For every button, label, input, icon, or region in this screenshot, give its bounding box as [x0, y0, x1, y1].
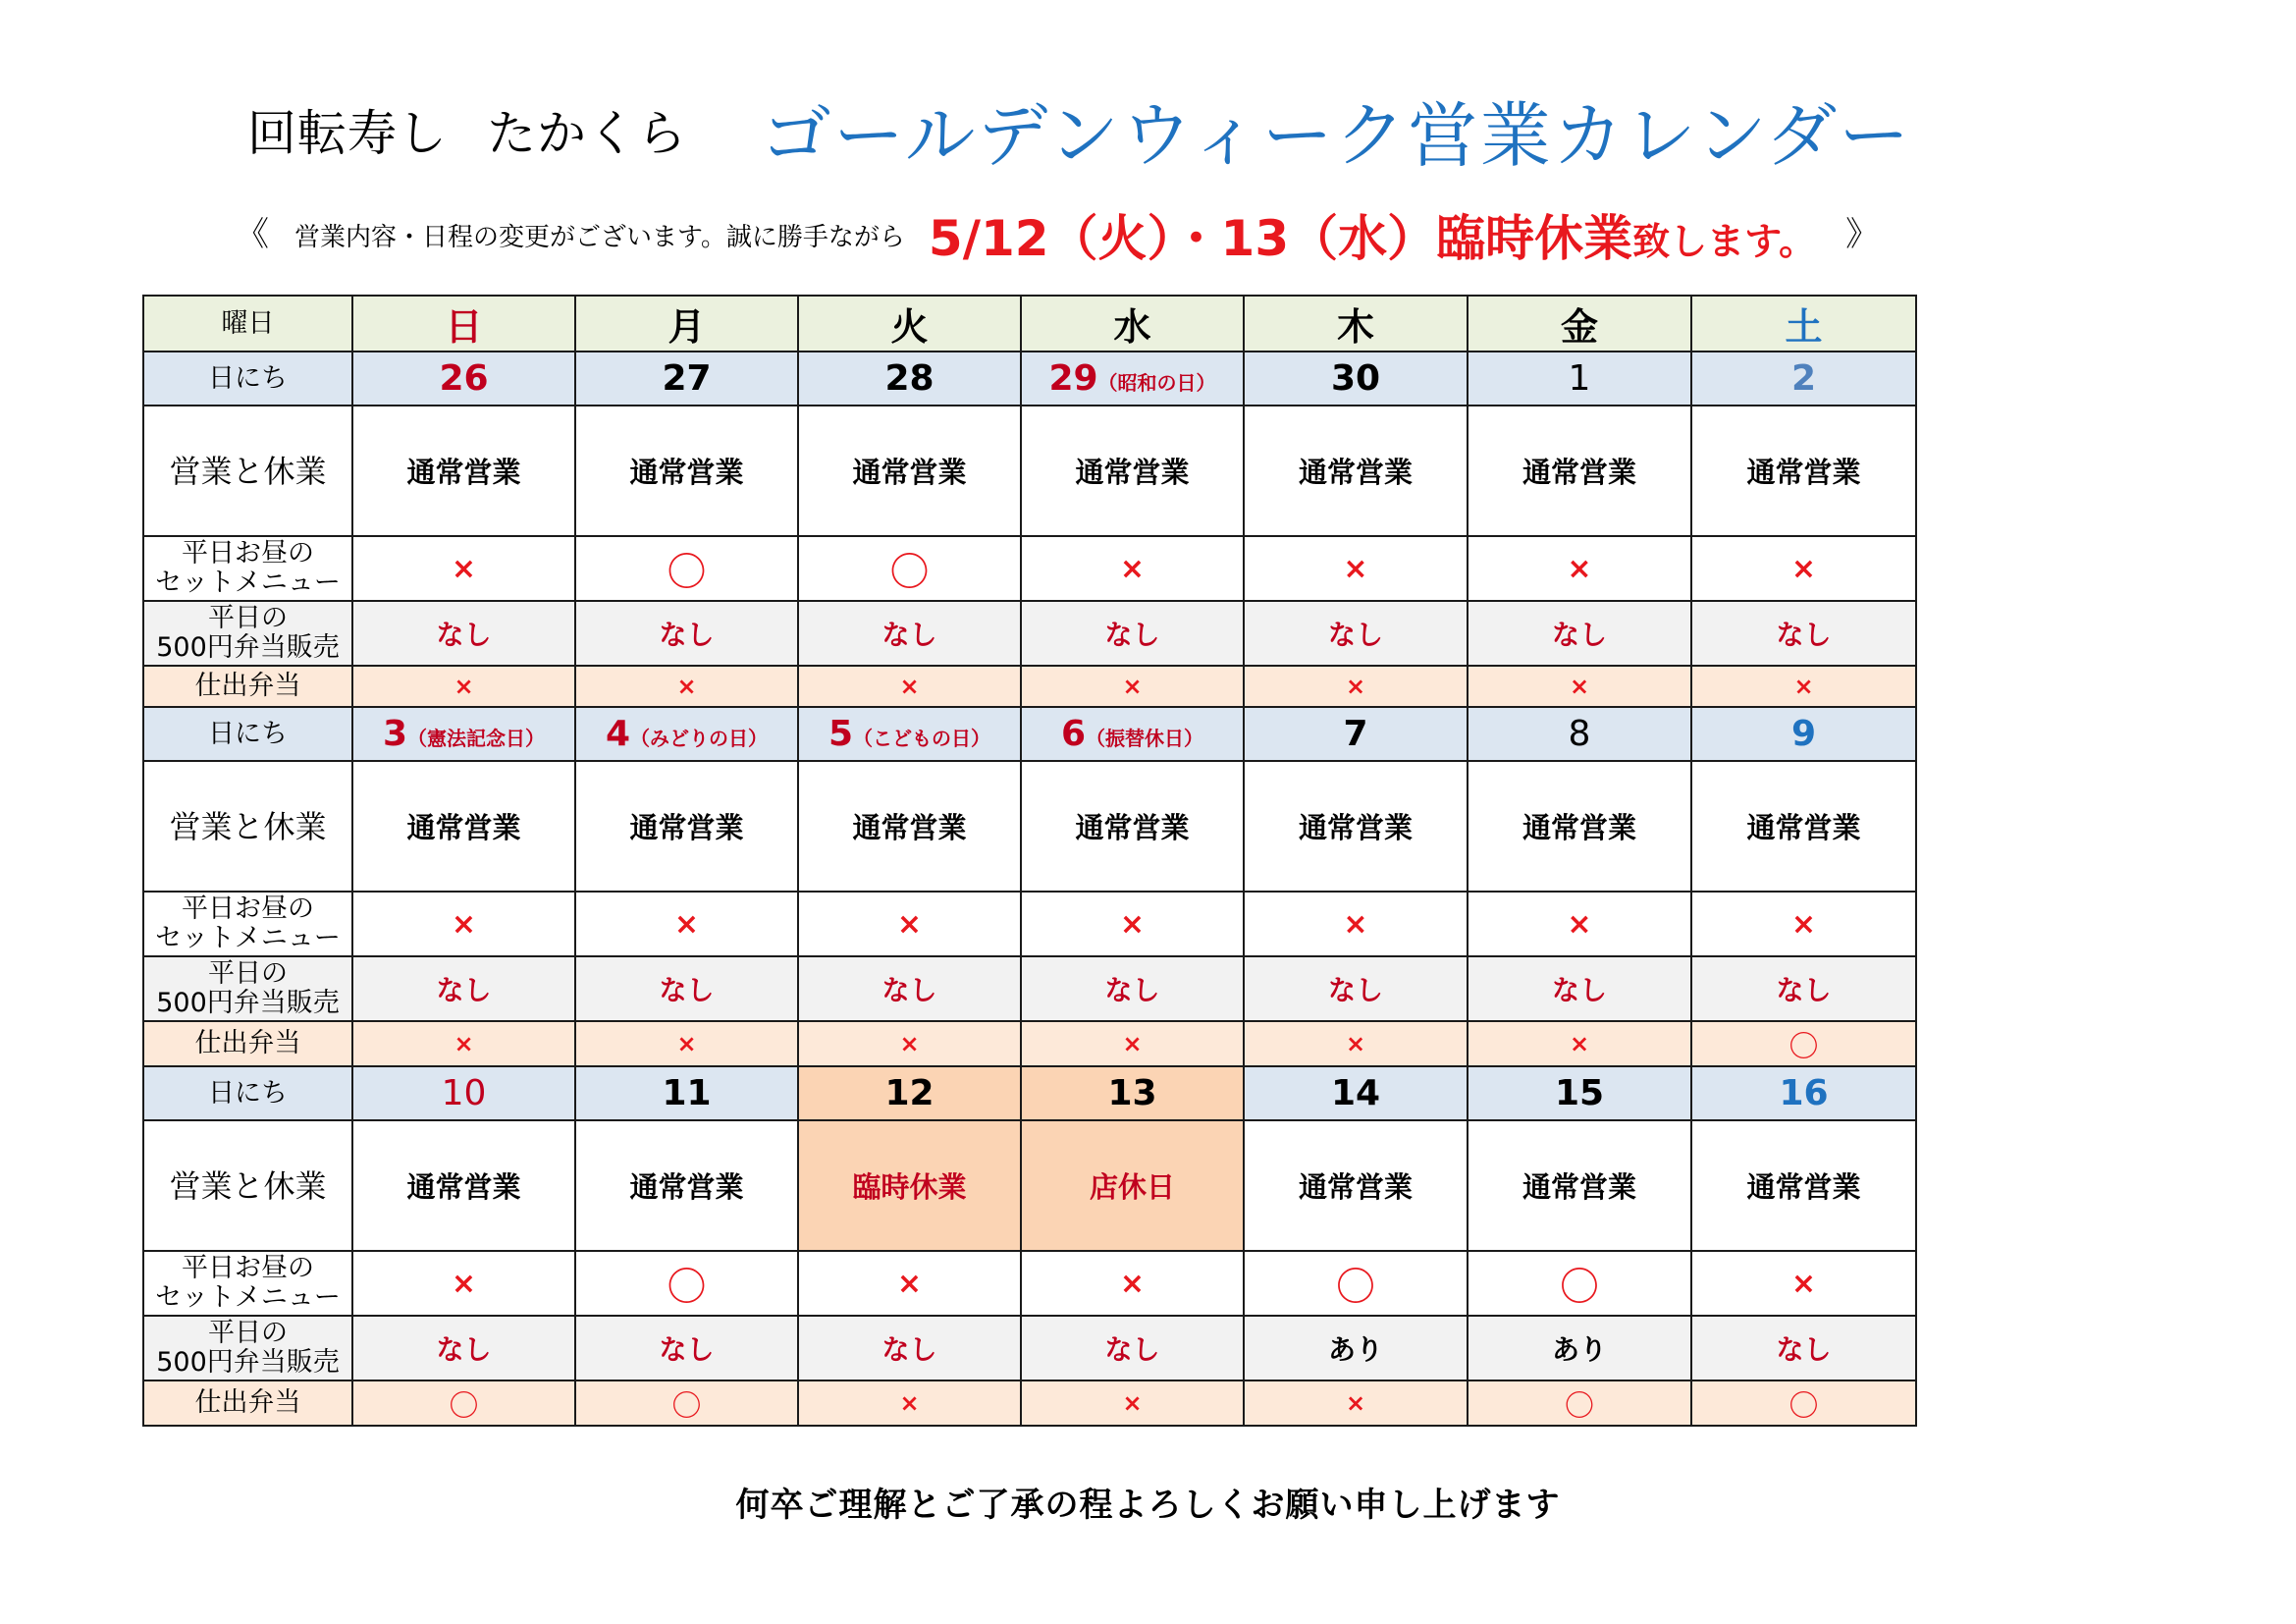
- availability-mark: ×: [451, 1266, 477, 1301]
- notice-close-bracket: 》: [1845, 215, 1880, 254]
- availability-mark: 〇: [449, 1389, 479, 1424]
- bento-status: なし: [575, 956, 798, 1021]
- footer-message: 何卒ご理解とご了承の程よろしくお願い申し上げます: [735, 1486, 1561, 1525]
- bento-sale-row: [143, 1316, 1916, 1380]
- date-label: 日にち: [143, 1066, 352, 1120]
- bento-status: なし: [1691, 1316, 1916, 1380]
- availability-mark: ×: [896, 906, 923, 942]
- lunch-label-line1: 平日お昼の: [182, 1253, 314, 1283]
- availability-mark: ×: [676, 1030, 697, 1057]
- date-cell: [1691, 1066, 1916, 1120]
- lunch-mark: [575, 536, 798, 601]
- weekday-label: 曜日: [143, 296, 352, 352]
- business-label: 営業と休業: [143, 406, 352, 536]
- catering-row: [143, 666, 1916, 707]
- catering-row: [143, 1380, 1916, 1426]
- availability-mark: 〇: [1565, 1389, 1594, 1424]
- availability-mark: 〇: [1789, 1389, 1819, 1424]
- availability-mark: 〇: [889, 549, 930, 595]
- catering-mark: [1021, 666, 1244, 707]
- lunch-mark: [1021, 1251, 1244, 1316]
- date-number: 30: [1330, 358, 1381, 399]
- bento-status: なし: [798, 956, 1021, 1021]
- catering-mark: [1468, 666, 1691, 707]
- business-status: 通常営業: [1244, 406, 1468, 536]
- date-cell: [798, 707, 1021, 761]
- availability-mark: ×: [1345, 1030, 1366, 1057]
- notice-banner: [236, 204, 1879, 269]
- lunch-mark: [798, 892, 1021, 956]
- bento-label-line2: 500円弁当販売: [156, 632, 340, 663]
- bento-status: なし: [575, 601, 798, 666]
- business-status: 通常営業: [798, 761, 1021, 892]
- store-name: [247, 94, 687, 165]
- business-status: 通常営業: [352, 1120, 575, 1251]
- availability-mark: ×: [451, 906, 477, 942]
- lunch-label: [143, 536, 352, 601]
- business-status: 通常営業: [1021, 406, 1244, 536]
- lunch-set-row: [143, 1251, 1916, 1316]
- date-number: 6: [1060, 714, 1087, 754]
- notice-suffix: 致します。: [1632, 220, 1817, 263]
- date-label: 日にち: [143, 707, 352, 761]
- weekday-mon: 月: [575, 296, 798, 352]
- date-cell: [1021, 352, 1244, 406]
- date-row: [143, 707, 1916, 761]
- catering-mark: [1691, 1021, 1916, 1066]
- lunch-label-line2: セットメニュー: [155, 1282, 341, 1313]
- availability-mark: 〇: [667, 1264, 707, 1310]
- bento-label-line2: 500円弁当販売: [156, 1347, 340, 1378]
- weekday-sun: 日: [352, 296, 575, 352]
- business-status: 通常営業: [1691, 761, 1916, 892]
- catering-mark: [798, 1380, 1021, 1426]
- catering-label: 仕出弁当: [143, 666, 352, 707]
- catering-mark: [352, 666, 575, 707]
- availability-mark: ×: [1793, 673, 1814, 700]
- availability-mark: ×: [899, 673, 920, 700]
- bento-label-line2: 500円弁当販売: [156, 988, 340, 1018]
- weekday-wed: 水: [1021, 296, 1244, 352]
- date-cell: [352, 352, 575, 406]
- lunch-label: [143, 892, 352, 956]
- lunch-mark: [1691, 536, 1916, 601]
- availability-mark: ×: [451, 551, 477, 586]
- bento-status: なし: [798, 601, 1021, 666]
- bento-status: なし: [798, 1316, 1021, 1380]
- availability-mark: ×: [1567, 551, 1592, 586]
- bento-label-line1: 平日の: [208, 958, 288, 989]
- bento-status: なし: [1468, 956, 1691, 1021]
- availability-mark: ×: [1119, 906, 1146, 942]
- date-cell: [575, 707, 798, 761]
- weekday-thu: 木: [1244, 296, 1468, 352]
- availability-mark: ×: [1790, 551, 1817, 586]
- date-number: 5: [828, 714, 854, 754]
- availability-mark: ×: [1343, 906, 1368, 942]
- business-status: 通常営業: [575, 406, 798, 536]
- availability-mark: ×: [1343, 551, 1368, 586]
- availability-mark: ×: [1122, 1030, 1143, 1057]
- date-number: 16: [1779, 1073, 1829, 1113]
- availability-mark: ×: [676, 673, 697, 700]
- catering-mark: [1244, 666, 1468, 707]
- date-cell: [1468, 707, 1691, 761]
- availability-mark: ×: [899, 1389, 920, 1417]
- catering-mark: [798, 666, 1021, 707]
- catering-row: [143, 1021, 1916, 1066]
- business-status: 臨時休業: [798, 1120, 1021, 1251]
- bento-status: なし: [1021, 956, 1244, 1021]
- catering-mark: [1691, 666, 1916, 707]
- lunch-mark: [575, 892, 798, 956]
- availability-mark: 〇: [1789, 1030, 1819, 1064]
- holiday-note: （こどもの日）: [853, 727, 991, 750]
- lunch-mark: [1468, 536, 1691, 601]
- business-label: 営業と休業: [143, 761, 352, 892]
- catering-mark: [798, 1021, 1021, 1066]
- business-status: 通常営業: [575, 761, 798, 892]
- business-status: 通常営業: [1691, 1120, 1916, 1251]
- catering-label: 仕出弁当: [143, 1021, 352, 1066]
- date-row: [143, 352, 1916, 406]
- date-cell: [575, 1066, 798, 1120]
- date-number: 14: [1330, 1073, 1381, 1113]
- date-row: [143, 1066, 1916, 1120]
- catering-mark: [1468, 1380, 1691, 1426]
- catering-mark: [1691, 1380, 1916, 1426]
- business-status: 通常営業: [352, 406, 575, 536]
- bento-status: なし: [352, 1316, 575, 1380]
- holiday-note: （振替休日）: [1086, 727, 1204, 750]
- notice-highlight: 5/12（火）・13（水）臨時休業: [928, 210, 1633, 267]
- lunch-mark: [1691, 1251, 1916, 1316]
- bento-status: なし: [575, 1316, 798, 1380]
- bento-status: なし: [1691, 956, 1916, 1021]
- bento-sale-row: [143, 601, 1916, 666]
- date-cell: [1691, 707, 1916, 761]
- bento-label: [143, 1316, 352, 1380]
- business-status: 通常営業: [575, 1120, 798, 1251]
- holiday-note: （みどりの日）: [630, 727, 769, 750]
- lunch-mark: [1021, 536, 1244, 601]
- page-title: ゴールデンウィーク営業カレンダー: [761, 94, 1912, 177]
- lunch-mark: [798, 536, 1021, 601]
- date-number: 10: [441, 1073, 487, 1113]
- lunch-label-line2: セットメニュー: [155, 568, 341, 598]
- lunch-mark: [1468, 892, 1691, 956]
- bento-label: [143, 601, 352, 666]
- bento-status: なし: [1244, 956, 1468, 1021]
- date-cell: [798, 1066, 1021, 1120]
- business-status: 通常営業: [1244, 761, 1468, 892]
- catering-mark: [1244, 1380, 1468, 1426]
- date-number: 1: [1568, 358, 1591, 399]
- date-number: 13: [1107, 1073, 1157, 1113]
- bento-label-line1: 平日の: [208, 603, 288, 633]
- bento-status: なし: [1244, 601, 1468, 666]
- lunch-mark: [1691, 892, 1916, 956]
- date-number: 29: [1048, 358, 1098, 399]
- availability-mark: ×: [899, 1030, 920, 1057]
- catering-mark: [575, 1380, 798, 1426]
- catering-mark: [352, 1021, 575, 1066]
- bento-status: なし: [352, 601, 575, 666]
- availability-mark: 〇: [1560, 1264, 1599, 1310]
- bento-status: なし: [352, 956, 575, 1021]
- availability-mark: ×: [896, 1266, 923, 1301]
- availability-mark: ×: [1122, 1389, 1143, 1417]
- catering-mark: [575, 666, 798, 707]
- lunch-set-row: [143, 536, 1916, 601]
- bento-status: あり: [1244, 1316, 1468, 1380]
- availability-mark: ×: [1345, 673, 1366, 700]
- date-cell: [798, 352, 1021, 406]
- date-number: 2: [1790, 358, 1817, 399]
- catering-mark: [1244, 1021, 1468, 1066]
- business-label: 営業と休業: [143, 1120, 352, 1251]
- date-cell: [1468, 1066, 1691, 1120]
- business-status: 通常営業: [1691, 406, 1916, 536]
- availability-mark: ×: [1790, 1266, 1817, 1301]
- date-number: 3: [382, 714, 408, 754]
- availability-mark: ×: [1345, 1389, 1366, 1417]
- bento-status: なし: [1021, 1316, 1244, 1380]
- weekday-header-row: [143, 296, 1916, 352]
- date-number: 15: [1554, 1073, 1605, 1113]
- date-number: 4: [605, 714, 631, 754]
- bento-status: あり: [1468, 1316, 1691, 1380]
- bento-status: なし: [1468, 601, 1691, 666]
- weekday-sat: 土: [1691, 296, 1916, 352]
- catering-mark: [1021, 1021, 1244, 1066]
- availability-mark: 〇: [671, 1389, 702, 1424]
- date-label: 日にち: [143, 352, 352, 406]
- availability-mark: ×: [1569, 673, 1590, 700]
- weekday-tue: 火: [798, 296, 1021, 352]
- lunch-mark: [1244, 892, 1468, 956]
- holiday-note: （憲法記念日）: [407, 727, 546, 750]
- date-cell: [352, 1066, 575, 1120]
- bento-label-line1: 平日の: [208, 1318, 288, 1348]
- lunch-mark: [1468, 1251, 1691, 1316]
- catering-mark: [352, 1380, 575, 1426]
- date-number: 28: [884, 358, 934, 399]
- notice-text: 営業内容・日程の変更がございます。誠に勝手ながら: [294, 223, 905, 252]
- business-status: 通常営業: [1244, 1120, 1468, 1251]
- availability-mark: ×: [454, 1030, 474, 1057]
- availability-mark: ×: [1119, 1266, 1146, 1301]
- notice-open-bracket: 《: [236, 215, 269, 254]
- business-status: 店休日: [1021, 1120, 1244, 1251]
- catering-mark: [575, 1021, 798, 1066]
- lunch-mark: [798, 1251, 1021, 1316]
- lunch-mark: [1244, 536, 1468, 601]
- date-number: 7: [1343, 714, 1368, 754]
- business-status: 通常営業: [798, 406, 1021, 536]
- lunch-label: [143, 1251, 352, 1316]
- lunch-label-line1: 平日お昼の: [182, 538, 314, 568]
- business-status: 通常営業: [352, 761, 575, 892]
- date-number: 8: [1568, 714, 1591, 754]
- date-cell: [1021, 707, 1244, 761]
- date-cell: [352, 707, 575, 761]
- business-status: 通常営業: [1468, 406, 1691, 536]
- business-status: 通常営業: [1468, 761, 1691, 892]
- date-number: 12: [884, 1073, 934, 1113]
- date-cell: [1244, 352, 1468, 406]
- holiday-note: （昭和の日）: [1097, 371, 1216, 395]
- business-status: 通常営業: [1468, 1120, 1691, 1251]
- date-cell: [1021, 1066, 1244, 1120]
- date-number: 11: [662, 1073, 712, 1113]
- date-number: 9: [1790, 714, 1817, 754]
- date-cell: [1468, 352, 1691, 406]
- catering-label: 仕出弁当: [143, 1380, 352, 1426]
- weekday-fri: 金: [1468, 296, 1691, 352]
- store-name-part1: 回転寿し: [247, 105, 448, 162]
- lunch-mark: [575, 1251, 798, 1316]
- catering-mark: [1021, 1380, 1244, 1426]
- catering-mark: [1468, 1021, 1691, 1066]
- business-status: 通常営業: [1021, 761, 1244, 892]
- date-cell: [1244, 1066, 1468, 1120]
- bento-status: なし: [1691, 601, 1916, 666]
- availability-mark: ×: [1790, 906, 1817, 942]
- date-cell: [1691, 352, 1916, 406]
- bento-status: なし: [1021, 601, 1244, 666]
- lunch-label-line1: 平日お昼の: [182, 893, 314, 924]
- availability-mark: ×: [1569, 1030, 1590, 1057]
- date-cell: [575, 352, 798, 406]
- availability-mark: ×: [454, 673, 474, 700]
- business-row: [143, 1120, 1916, 1251]
- bento-label: [143, 956, 352, 1021]
- availability-mark: ×: [673, 906, 700, 942]
- lunch-mark: [352, 536, 575, 601]
- calendar-table: [142, 295, 1917, 1427]
- business-row: [143, 406, 1916, 536]
- date-number: 26: [439, 358, 489, 399]
- lunch-mark: [1244, 1251, 1468, 1316]
- availability-mark: 〇: [667, 549, 707, 595]
- date-cell: [1244, 707, 1468, 761]
- bento-sale-row: [143, 956, 1916, 1021]
- lunch-label-line2: セットメニュー: [155, 923, 341, 953]
- availability-mark: ×: [1567, 906, 1592, 942]
- availability-mark: 〇: [1336, 1264, 1375, 1310]
- date-number: 27: [662, 358, 712, 399]
- store-name-part2: たかくら: [487, 105, 687, 162]
- availability-mark: ×: [1119, 551, 1146, 586]
- lunch-set-row: [143, 892, 1916, 956]
- business-row: [143, 761, 1916, 892]
- lunch-mark: [1021, 892, 1244, 956]
- availability-mark: ×: [1122, 673, 1143, 700]
- lunch-mark: [352, 892, 575, 956]
- lunch-mark: [352, 1251, 575, 1316]
